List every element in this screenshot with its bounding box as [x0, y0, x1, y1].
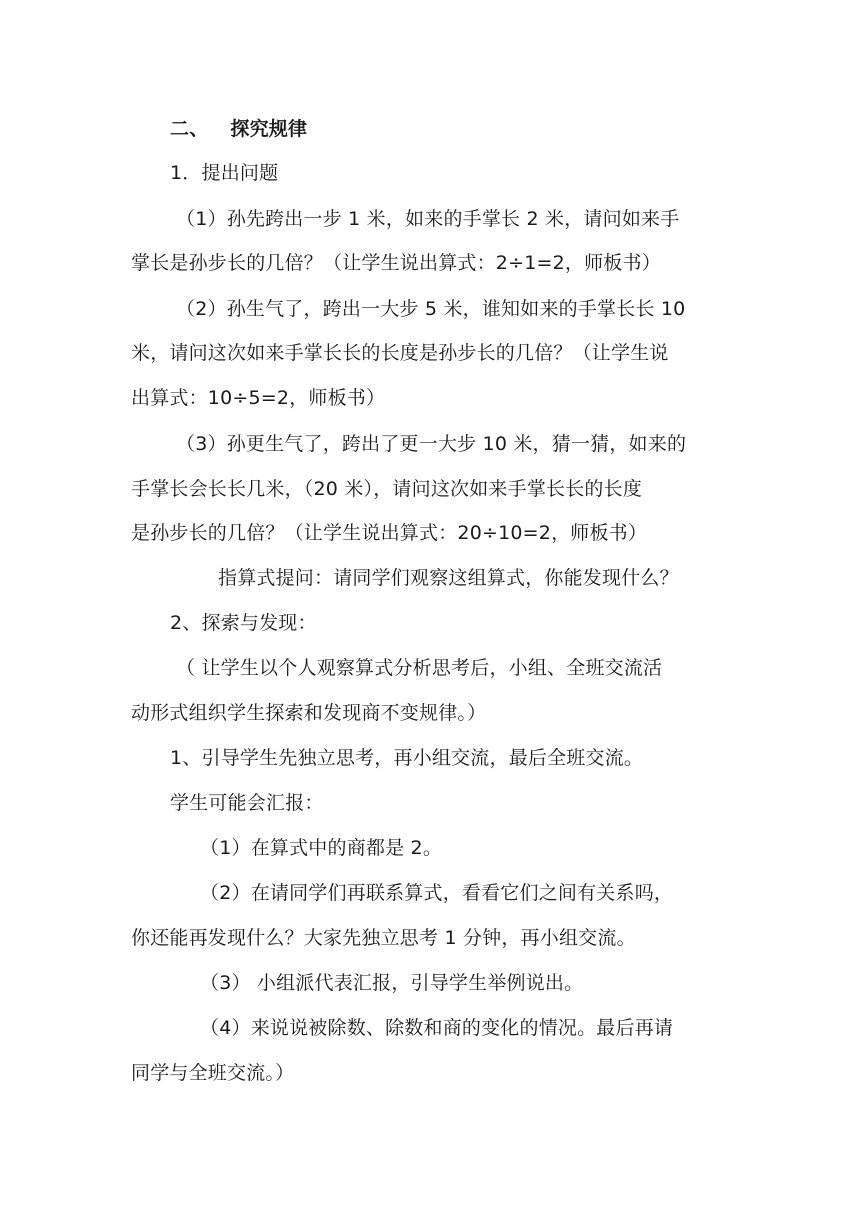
section-title: 探究规律: [230, 118, 308, 140]
report-item-2: （2）在请同学们再联系算式，看看它们之间有关系吗，: [200, 882, 674, 904]
report-item-3: （3） 小组派代表汇报，引导学生举例说出。: [200, 972, 584, 994]
report-item-1: （1）在算式中的商都是 2。: [200, 837, 443, 859]
section-number: 二、: [170, 118, 209, 140]
prompt-line: 指算式提问：请同学们观察这组算式，你能发现什么？: [218, 567, 679, 589]
paragraph-line: 出算式：10÷5=2，师板书）: [131, 387, 386, 409]
subsection-title-1: 1．提出问题: [170, 162, 279, 184]
paragraph-line: 手掌长会长长几米，（20 米），请问这次如来手掌长长的长度: [131, 478, 643, 500]
paragraph-line: 你还能再发现什么？大家先独立思考 1 分钟，再小组交流。: [131, 927, 636, 949]
paragraph-line: （3）孙更生气了，跨出了更一大步 10 米，猜一猜，如来的: [176, 433, 687, 455]
paragraph-line: （2）孙生气了，跨出一大步 5 米，谁知如来的手掌长长 10: [176, 298, 686, 320]
paragraph-line: 是孙步长的几倍？（让学生说出算式：20÷10=2，师板书）: [131, 522, 648, 544]
section-heading: [170, 117, 307, 141]
subsection-title-2: 2、探索与发现：: [170, 612, 317, 634]
paragraph-line: （1）孙先跨出一步 1 米，如来的手掌长 2 米，请问如来手: [176, 208, 680, 230]
paragraph-line: 1、引导学生先独立思考，再小组交流，最后全班交流。: [170, 747, 644, 769]
paragraph-line: 同学与全班交流。）: [131, 1062, 295, 1084]
paragraph-line: 学生可能会汇报：: [170, 792, 324, 814]
paragraph-line: 掌长是孙步长的几倍？（让学生说出算式：2÷1=2，师板书）: [131, 252, 661, 274]
paragraph-line: 动形式组织学生探索和发现商不变规律。）: [131, 702, 487, 724]
paragraph-line: （ 让学生以个人观察算式分析思考后，小组、全班交流活: [176, 657, 663, 679]
paragraph-line: 米，请问这次如来手掌长长的长度是孙步长的几倍？（让学生说: [131, 342, 669, 364]
report-item-4: （4）来说说被除数、除数和商的变化的情况。最后再请: [200, 1017, 674, 1039]
